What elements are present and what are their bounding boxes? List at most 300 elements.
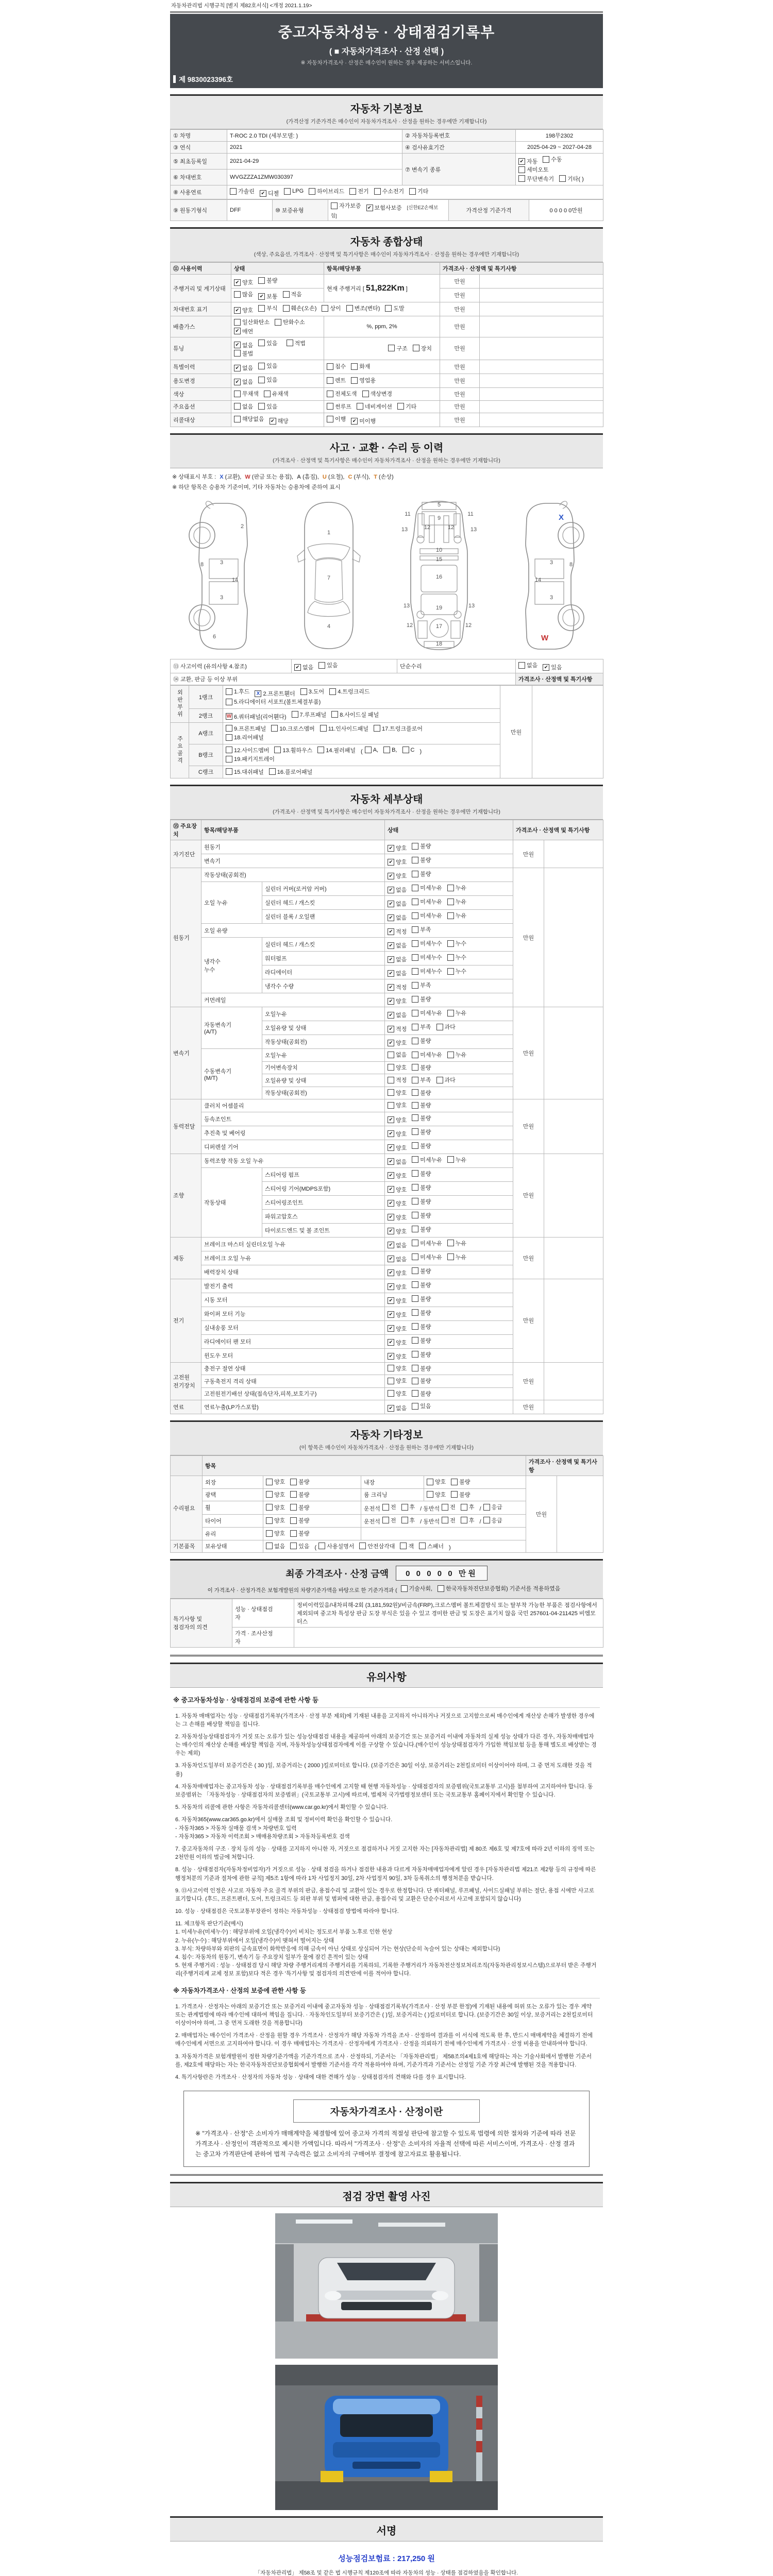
- checkbox-icon[interactable]: [401, 1504, 408, 1511]
- checkbox-option[interactable]: [412, 1063, 431, 1072]
- checkbox-icon[interactable]: [412, 954, 418, 961]
- checkbox-icon[interactable]: [447, 1253, 454, 1260]
- checkbox-option[interactable]: [287, 339, 306, 347]
- checkbox-icon[interactable]: [234, 416, 241, 422]
- checkbox-option[interactable]: [309, 187, 344, 195]
- checkbox-icon[interactable]: [385, 305, 392, 312]
- checkbox-icon[interactable]: [327, 391, 333, 397]
- checkbox-icon[interactable]: [412, 843, 418, 850]
- checkbox-icon[interactable]: [412, 940, 418, 947]
- checkbox-icon[interactable]: [226, 699, 232, 705]
- checkbox-option[interactable]: [292, 710, 327, 719]
- checkbox-icon[interactable]: [234, 291, 241, 298]
- checkbox-option[interactable]: [388, 1213, 407, 1222]
- checkbox-option[interactable]: [234, 415, 264, 423]
- checkbox-option[interactable]: [383, 747, 397, 753]
- checkbox-icon[interactable]: [412, 1390, 418, 1397]
- checkbox-icon[interactable]: [483, 1504, 490, 1511]
- checkbox-checked-icon[interactable]: ✔: [388, 1214, 394, 1221]
- checkbox-option[interactable]: [419, 1542, 444, 1550]
- checkbox-checked-icon[interactable]: ✔: [388, 956, 394, 963]
- checkbox-option[interactable]: [226, 768, 264, 776]
- checkbox-option[interactable]: [447, 1009, 466, 1017]
- checkbox-option[interactable]: [388, 1116, 407, 1124]
- checkbox-option[interactable]: [447, 953, 466, 961]
- checkbox-option[interactable]: [518, 157, 537, 165]
- checkbox-option[interactable]: [388, 1297, 407, 1305]
- checkbox-option[interactable]: [388, 1185, 407, 1194]
- checkbox-checked-icon[interactable]: ✔: [388, 1311, 394, 1318]
- checkbox-option[interactable]: [388, 1227, 407, 1235]
- checkbox-icon[interactable]: [412, 1184, 418, 1191]
- checkbox-checked-icon[interactable]: ✔: [388, 928, 394, 935]
- checkbox-checked-icon[interactable]: ✔: [234, 342, 241, 348]
- checkbox-option[interactable]: [436, 1023, 456, 1031]
- checkbox-icon[interactable]: [349, 188, 356, 195]
- checkbox-option[interactable]: [412, 1323, 431, 1331]
- checkbox-option[interactable]: [317, 746, 356, 754]
- checkbox-option[interactable]: [388, 1011, 407, 1019]
- checkbox-checked-icon[interactable]: ✔: [388, 1040, 394, 1046]
- checkbox-icon[interactable]: [412, 982, 418, 989]
- checkbox-option[interactable]: [234, 349, 253, 358]
- checkbox-option[interactable]: [234, 364, 253, 372]
- checkbox-icon[interactable]: [292, 711, 298, 718]
- checkbox-icon[interactable]: [374, 188, 381, 195]
- checkbox-icon[interactable]: [412, 899, 418, 905]
- checkbox-icon[interactable]: [412, 1365, 418, 1371]
- checkbox-checked-icon[interactable]: ✔: [234, 328, 241, 334]
- checkbox-icon[interactable]: [331, 711, 338, 718]
- checkbox-icon[interactable]: [234, 319, 241, 326]
- checkbox-icon[interactable]: [388, 1089, 394, 1096]
- checkbox-icon[interactable]: [412, 1052, 418, 1058]
- checkbox-icon[interactable]: [451, 1491, 458, 1498]
- checkbox-icon[interactable]: [483, 1517, 490, 1523]
- checkbox-icon[interactable]: [327, 403, 333, 410]
- checkbox-option[interactable]: [388, 858, 407, 866]
- checkbox-checked-icon[interactable]: ✔: [388, 1158, 394, 1165]
- checkbox-option[interactable]: [388, 1255, 407, 1263]
- checkbox-option[interactable]: [290, 1478, 309, 1486]
- checkbox-option[interactable]: [382, 1516, 396, 1524]
- checkbox-icon[interactable]: [402, 747, 409, 753]
- checkbox-option[interactable]: [388, 941, 407, 950]
- checkbox-option[interactable]: [402, 747, 415, 753]
- checkbox-option[interactable]: [266, 1542, 285, 1550]
- checkbox-option[interactable]: [388, 1063, 407, 1072]
- checkbox-option[interactable]: [264, 389, 289, 398]
- checkbox-option[interactable]: [234, 378, 253, 386]
- checkbox-option[interactable]: [270, 417, 289, 425]
- checkbox-icon[interactable]: [412, 1114, 418, 1121]
- checkbox-option[interactable]: [351, 417, 376, 425]
- checkbox-icon[interactable]: [388, 1064, 394, 1071]
- checkbox-option[interactable]: [318, 1542, 354, 1550]
- checkbox-icon[interactable]: [274, 747, 281, 753]
- checkbox-option[interactable]: [331, 201, 361, 210]
- checkbox-icon[interactable]: [412, 1253, 418, 1260]
- checkbox-icon[interactable]: [413, 345, 419, 351]
- checkbox-option[interactable]: [447, 967, 466, 975]
- checkbox-option[interactable]: [483, 1516, 502, 1524]
- checkbox-checked-icon[interactable]: ✔: [388, 1353, 394, 1360]
- checkbox-option[interactable]: [234, 327, 253, 335]
- checkbox-icon[interactable]: [412, 1170, 418, 1177]
- checkbox-icon[interactable]: [271, 725, 278, 732]
- checkbox-checked-icon[interactable]: ✔: [388, 845, 394, 852]
- checkbox-option[interactable]: [518, 661, 537, 669]
- checkbox-option[interactable]: [234, 278, 253, 286]
- checkbox-option[interactable]: [388, 1404, 407, 1412]
- checkbox-option[interactable]: [412, 1142, 431, 1150]
- checkbox-option[interactable]: [413, 344, 432, 352]
- checkbox-icon[interactable]: [346, 305, 353, 312]
- checkbox-icon[interactable]: [226, 688, 232, 695]
- checkbox-option[interactable]: [290, 1503, 309, 1512]
- checkbox-icon[interactable]: [427, 1479, 433, 1485]
- checkbox-icon[interactable]: [359, 1543, 366, 1549]
- checkbox-icon[interactable]: [290, 1504, 297, 1511]
- checkbox-icon[interactable]: [412, 1128, 418, 1135]
- checkbox-icon[interactable]: [258, 403, 265, 410]
- checkbox-icon[interactable]: [447, 968, 454, 975]
- checkbox-option[interactable]: [258, 276, 277, 284]
- checkbox-icon[interactable]: [226, 725, 232, 732]
- checkbox-option[interactable]: [412, 1183, 431, 1192]
- checkbox-icon[interactable]: [300, 688, 307, 695]
- checkbox-icon[interactable]: [230, 188, 237, 195]
- checkbox-icon[interactable]: [258, 377, 265, 383]
- checkbox-option[interactable]: [412, 925, 431, 934]
- checkbox-icon[interactable]: [388, 1052, 394, 1058]
- checkbox-icon[interactable]: [447, 940, 454, 947]
- checkbox-option[interactable]: [388, 1050, 407, 1059]
- checkbox-option[interactable]: [382, 1503, 396, 1511]
- checkbox-option[interactable]: [447, 884, 466, 892]
- checkbox-option[interactable]: [226, 687, 249, 696]
- checkbox-option[interactable]: [412, 1050, 442, 1059]
- checkbox-option[interactable]: [412, 1364, 431, 1372]
- checkbox-option[interactable]: [412, 939, 442, 947]
- checkbox-option[interactable]: [412, 1076, 431, 1084]
- checkbox-option[interactable]: [269, 768, 312, 776]
- checkbox-icon[interactable]: [226, 747, 232, 753]
- checkbox-option[interactable]: [366, 204, 402, 212]
- checkbox-icon[interactable]: [266, 1504, 273, 1511]
- checkbox-option[interactable]: [346, 304, 380, 312]
- checkbox-icon[interactable]: [309, 188, 315, 195]
- checkbox-icon[interactable]: [374, 725, 380, 732]
- mark-checkbox-icon[interactable]: X: [255, 690, 261, 697]
- checkbox-icon[interactable]: [266, 1543, 273, 1549]
- checkbox-option[interactable]: [412, 1225, 431, 1233]
- checkbox-checked-icon[interactable]: ✔: [388, 1269, 394, 1276]
- checkbox-icon[interactable]: [226, 734, 232, 741]
- checkbox-icon[interactable]: [412, 1142, 418, 1149]
- checkbox-icon[interactable]: [412, 1010, 418, 1016]
- checkbox-option[interactable]: [447, 1156, 466, 1164]
- checkbox-icon[interactable]: [412, 1226, 418, 1232]
- checkbox-option[interactable]: [427, 1490, 446, 1499]
- checkbox-option[interactable]: [374, 187, 405, 195]
- checkbox-option[interactable]: [412, 1170, 431, 1178]
- checkbox-option[interactable]: [327, 362, 346, 370]
- checkbox-option[interactable]: [400, 1542, 414, 1550]
- checkbox-option[interactable]: [388, 1101, 407, 1109]
- checkbox-icon[interactable]: [442, 1517, 448, 1523]
- checkbox-icon[interactable]: [290, 1543, 297, 1549]
- checkbox-icon[interactable]: [226, 756, 232, 762]
- checkbox-option[interactable]: [412, 1156, 442, 1164]
- checkbox-option[interactable]: [266, 1529, 285, 1537]
- checkbox-icon[interactable]: [266, 1479, 273, 1485]
- checkbox-icon[interactable]: [412, 1064, 418, 1071]
- checkbox-option[interactable]: [258, 304, 277, 312]
- checkbox-checked-icon[interactable]: ✔: [388, 887, 394, 893]
- checkbox-icon[interactable]: [412, 1212, 418, 1218]
- checkbox-checked-icon[interactable]: ✔: [388, 1012, 394, 1019]
- checkbox-option[interactable]: [412, 1211, 431, 1219]
- checkbox-icon[interactable]: [362, 391, 369, 397]
- checkbox-icon[interactable]: [382, 1517, 389, 1523]
- checkbox-option[interactable]: [266, 1490, 285, 1499]
- checkbox-option[interactable]: [412, 1377, 431, 1385]
- checkbox-icon[interactable]: [518, 175, 525, 182]
- checkbox-icon[interactable]: [290, 1491, 297, 1498]
- checkbox-option[interactable]: [226, 746, 269, 754]
- checkbox-checked-icon[interactable]: ✔: [388, 1130, 394, 1137]
- checkbox-option[interactable]: [365, 747, 378, 753]
- checkbox-option[interactable]: [483, 1503, 502, 1511]
- checkbox-option[interactable]: [388, 872, 407, 880]
- checkbox-checked-icon[interactable]: ✔: [388, 1144, 394, 1151]
- checkbox-option[interactable]: [388, 1325, 407, 1333]
- checkbox-option[interactable]: [359, 1542, 395, 1550]
- checkbox-option[interactable]: [388, 1241, 407, 1249]
- checkbox-option[interactable]: [388, 1039, 407, 1047]
- checkbox-option[interactable]: [327, 376, 346, 384]
- checkbox-checked-icon[interactable]: ✔: [388, 873, 394, 879]
- checkbox-icon[interactable]: [290, 1530, 297, 1537]
- checkbox-icon[interactable]: [461, 1517, 467, 1523]
- checkbox-option[interactable]: [230, 187, 255, 195]
- checkbox-icon[interactable]: [518, 166, 525, 173]
- checkbox-option[interactable]: [234, 318, 270, 326]
- checkbox-icon[interactable]: [409, 188, 416, 195]
- checkbox-icon[interactable]: [559, 175, 566, 182]
- checkbox-option[interactable]: [327, 389, 357, 398]
- checkbox-option[interactable]: [451, 1490, 470, 1499]
- checkbox-icon[interactable]: [447, 885, 454, 891]
- checkbox-option[interactable]: [518, 165, 549, 174]
- checkbox-icon[interactable]: [320, 725, 327, 732]
- mark-checkbox-icon[interactable]: W: [226, 714, 232, 719]
- checkbox-option[interactable]: [412, 870, 431, 878]
- checkbox-icon[interactable]: [401, 1585, 408, 1592]
- checkbox-icon[interactable]: [412, 1378, 418, 1384]
- checkbox-option[interactable]: [401, 1503, 415, 1511]
- checkbox-option[interactable]: [412, 1023, 431, 1031]
- checkbox-icon[interactable]: [383, 747, 390, 753]
- checkbox-option[interactable]: [234, 306, 253, 314]
- checkbox-option[interactable]: [438, 1584, 560, 1592]
- checkbox-option[interactable]: [266, 1516, 285, 1524]
- checkbox-checked-icon[interactable]: ✔: [351, 418, 358, 425]
- checkbox-option[interactable]: [255, 689, 295, 698]
- checkbox-icon[interactable]: [258, 340, 265, 346]
- checkbox-option[interactable]: [290, 1542, 309, 1550]
- checkbox-option[interactable]: [388, 1172, 407, 1180]
- checkbox-icon[interactable]: [412, 885, 418, 891]
- checkbox-checked-icon[interactable]: ✔: [388, 1242, 394, 1248]
- checkbox-option[interactable]: [258, 362, 277, 370]
- checkbox-option[interactable]: [351, 376, 376, 384]
- checkbox-option[interactable]: [412, 1009, 442, 1017]
- checkbox-icon[interactable]: [543, 156, 549, 163]
- checkbox-option[interactable]: [290, 1490, 309, 1499]
- checkbox-option[interactable]: [327, 415, 346, 423]
- checkbox-option[interactable]: [234, 389, 259, 398]
- checkbox-option[interactable]: [447, 939, 466, 947]
- checkbox-option[interactable]: [518, 175, 554, 183]
- checkbox-option[interactable]: [461, 1516, 475, 1524]
- checkbox-checked-icon[interactable]: ✔: [388, 859, 394, 866]
- checkbox-icon[interactable]: [284, 188, 291, 195]
- checkbox-checked-icon[interactable]: ✔: [388, 1339, 394, 1346]
- checkbox-checked-icon[interactable]: ✔: [294, 664, 301, 671]
- checkbox-icon[interactable]: [412, 1351, 418, 1358]
- checkbox-icon[interactable]: [412, 1089, 418, 1096]
- checkbox-icon[interactable]: [234, 391, 241, 397]
- checkbox-option[interactable]: [226, 698, 321, 706]
- checkbox-icon[interactable]: [327, 363, 333, 370]
- checkbox-icon[interactable]: [388, 1378, 394, 1384]
- checkbox-icon[interactable]: [388, 1365, 394, 1371]
- checkbox-icon[interactable]: [258, 305, 265, 312]
- checkbox-icon[interactable]: [412, 871, 418, 877]
- checkbox-icon[interactable]: [400, 1543, 407, 1549]
- checkbox-option[interactable]: [388, 900, 407, 908]
- checkbox-icon[interactable]: [436, 1077, 443, 1083]
- checkbox-option[interactable]: [412, 1281, 431, 1289]
- checkbox-icon[interactable]: [258, 363, 265, 369]
- checkbox-option[interactable]: [234, 341, 253, 349]
- checkbox-icon[interactable]: [427, 1491, 433, 1498]
- checkbox-checked-icon[interactable]: ✔: [260, 190, 266, 197]
- checkbox-icon[interactable]: [412, 1240, 418, 1246]
- checkbox-checked-icon[interactable]: ✔: [234, 307, 241, 314]
- checkbox-option[interactable]: [327, 402, 351, 411]
- checkbox-icon[interactable]: [412, 1309, 418, 1316]
- checkbox-option[interactable]: [388, 1130, 407, 1138]
- checkbox-option[interactable]: [318, 661, 338, 669]
- checkbox-option[interactable]: [412, 842, 431, 850]
- checkbox-icon[interactable]: [264, 391, 271, 397]
- checkbox-option[interactable]: [320, 724, 368, 733]
- checkbox-option[interactable]: [412, 1114, 431, 1122]
- checkbox-icon[interactable]: [388, 345, 395, 351]
- checkbox-option[interactable]: [385, 304, 404, 312]
- checkbox-icon[interactable]: [290, 1479, 297, 1485]
- checkbox-icon[interactable]: [412, 968, 418, 975]
- checkbox-option[interactable]: [357, 402, 392, 411]
- checkbox-option[interactable]: [283, 304, 317, 312]
- checkbox-icon[interactable]: [412, 996, 418, 1003]
- checkbox-checked-icon[interactable]: ✔: [234, 379, 241, 385]
- checkbox-option[interactable]: [412, 1389, 431, 1398]
- checkbox-icon[interactable]: [329, 688, 336, 695]
- checkbox-option[interactable]: [374, 724, 423, 733]
- checkbox-option[interactable]: [412, 897, 442, 906]
- checkbox-checked-icon[interactable]: ✔: [388, 1026, 394, 1032]
- checkbox-option[interactable]: [409, 187, 428, 195]
- checkbox-option[interactable]: [260, 189, 279, 197]
- checkbox-option[interactable]: [412, 1089, 431, 1097]
- checkbox-option[interactable]: [543, 155, 562, 163]
- checkbox-icon[interactable]: [258, 277, 265, 284]
- checkbox-icon[interactable]: [412, 1281, 418, 1288]
- checkbox-option[interactable]: [412, 1239, 442, 1247]
- checkbox-option[interactable]: [447, 1239, 466, 1247]
- checkbox-option[interactable]: [388, 1076, 407, 1084]
- checkbox-option[interactable]: [388, 969, 407, 977]
- checkbox-option[interactable]: [412, 953, 442, 961]
- checkbox-icon[interactable]: [388, 1077, 394, 1083]
- checkbox-icon[interactable]: [234, 350, 241, 357]
- checkbox-icon[interactable]: [351, 377, 358, 384]
- checkbox-option[interactable]: [447, 1253, 466, 1261]
- checkbox-icon[interactable]: [412, 1267, 418, 1274]
- checkbox-option[interactable]: [388, 1352, 407, 1361]
- checkbox-option[interactable]: [388, 344, 407, 352]
- checkbox-checked-icon[interactable]: ✔: [388, 1228, 394, 1234]
- checkbox-icon[interactable]: [266, 1491, 273, 1498]
- checkbox-icon[interactable]: [234, 403, 241, 410]
- checkbox-option[interactable]: [349, 187, 368, 195]
- checkbox-option[interactable]: [234, 290, 253, 298]
- checkbox-option[interactable]: [290, 1516, 309, 1524]
- checkbox-option[interactable]: [226, 724, 266, 733]
- checkbox-option[interactable]: [388, 927, 407, 936]
- checkbox-option[interactable]: [274, 746, 312, 754]
- checkbox-icon[interactable]: [447, 954, 454, 961]
- checkbox-checked-icon[interactable]: ✔: [234, 365, 241, 371]
- checkbox-option[interactable]: [351, 362, 370, 370]
- checkbox-icon[interactable]: [412, 1102, 418, 1109]
- checkbox-icon[interactable]: [412, 857, 418, 863]
- checkbox-checked-icon[interactable]: ✔: [366, 205, 373, 211]
- checkbox-option[interactable]: [388, 1025, 407, 1033]
- checkbox-icon[interactable]: [283, 291, 290, 298]
- checkbox-option[interactable]: [362, 389, 393, 398]
- checkbox-option[interactable]: [271, 724, 314, 733]
- checkbox-option[interactable]: [283, 290, 302, 298]
- checkbox-icon[interactable]: [447, 1010, 454, 1016]
- checkbox-checked-icon[interactable]: ✔: [388, 1116, 394, 1123]
- checkbox-option[interactable]: [388, 1199, 407, 1208]
- checkbox-icon[interactable]: [226, 768, 232, 775]
- checkbox-option[interactable]: [388, 913, 407, 922]
- checkbox-option[interactable]: [543, 663, 562, 671]
- checkbox-checked-icon[interactable]: ✔: [258, 293, 265, 300]
- checkbox-option[interactable]: [412, 967, 442, 975]
- checkbox-option[interactable]: [388, 983, 407, 991]
- checkbox-option[interactable]: [226, 713, 287, 721]
- checkbox-checked-icon[interactable]: ✔: [388, 1325, 394, 1332]
- checkbox-checked-icon[interactable]: ✔: [388, 1297, 394, 1304]
- checkbox-option[interactable]: [266, 1478, 285, 1486]
